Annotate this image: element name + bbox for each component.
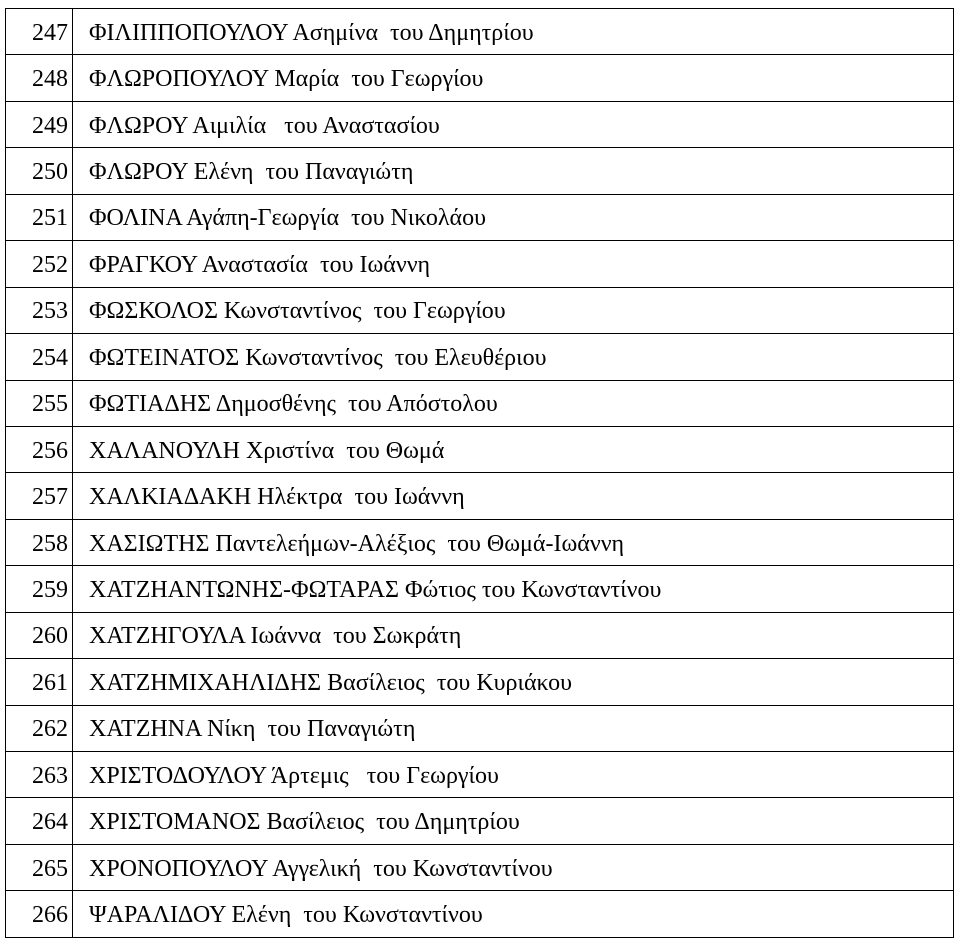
person-name: ΧΑΛΑΝΟΥΛΗ Χριστίνα του Θωμά — [89, 437, 445, 464]
person-name: ΧΑΤΖΗΝΑ Νίκη του Παναγιώτη — [89, 716, 416, 743]
row-number: 253 — [32, 298, 68, 325]
person-name: ΦΛΩΡΟΥ Ελένη του Παναγιώτη — [89, 159, 414, 186]
row-number-cell — [6, 844, 73, 890]
table-row — [6, 566, 954, 612]
person-name-cell — [73, 473, 954, 519]
table-row — [6, 659, 954, 705]
table-row — [6, 426, 954, 472]
row-number: 261 — [32, 669, 68, 696]
table-row — [6, 891, 954, 937]
row-number-cell — [6, 752, 73, 798]
person-name-cell — [73, 519, 954, 565]
table-row — [6, 9, 954, 55]
person-name: ΧΑΛΚΙΑΔΑΚΗ Ηλέκτρα του Ιωάννη — [89, 484, 465, 511]
row-number-cell — [6, 659, 73, 705]
row-number: 248 — [32, 66, 68, 93]
person-name-cell — [73, 148, 954, 194]
row-number-cell — [6, 891, 73, 937]
names-table-body — [6, 9, 954, 938]
person-name-cell — [73, 194, 954, 240]
row-number: 250 — [32, 159, 68, 186]
person-name-cell — [73, 380, 954, 426]
row-number: 255 — [32, 391, 68, 418]
row-number: 247 — [32, 19, 68, 46]
row-number: 263 — [32, 762, 68, 789]
person-name-cell — [73, 612, 954, 658]
row-number-cell — [6, 566, 73, 612]
row-number: 254 — [32, 344, 68, 371]
person-name: ΦΛΩΡΟΥ Αιμιλία του Αναστασίου — [89, 112, 440, 139]
person-name: ΦΟΛΙΝΑ Αγάπη-Γεωργία του Νικολάου — [89, 205, 486, 232]
table-row — [6, 55, 954, 101]
row-number-cell — [6, 287, 73, 333]
table-row — [6, 473, 954, 519]
row-number: 266 — [32, 902, 68, 929]
person-name-cell — [73, 334, 954, 380]
person-name: ΦΡΑΓΚΟΥ Αναστασία του Ιωάννη — [89, 251, 431, 278]
person-name: ΧΑΤΖΗΓΟΥΛΑ Ιωάννα του Σωκράτη — [89, 623, 462, 650]
row-number: 251 — [32, 205, 68, 232]
person-name: ΦΩΤΕΙΝΑΤΟΣ Κωνσταντίνος του Ελευθέριου — [89, 344, 547, 371]
row-number-cell — [6, 473, 73, 519]
row-number: 262 — [32, 716, 68, 743]
person-name-cell — [73, 287, 954, 333]
names-table — [5, 8, 954, 938]
person-name-cell — [73, 101, 954, 147]
row-number-cell — [6, 194, 73, 240]
row-number: 258 — [32, 530, 68, 557]
row-number-cell — [6, 705, 73, 751]
table-row — [6, 612, 954, 658]
person-name-cell — [73, 55, 954, 101]
row-number: 252 — [32, 251, 68, 278]
row-number: 264 — [32, 809, 68, 836]
row-number-cell — [6, 241, 73, 287]
table-row — [6, 380, 954, 426]
person-name-cell — [73, 705, 954, 751]
table-row — [6, 241, 954, 287]
table-row — [6, 705, 954, 751]
person-name: ΨΑΡΑΛΙΔΟΥ Ελένη του Κωνσταντίνου — [89, 902, 483, 929]
person-name-cell — [73, 798, 954, 844]
person-name: ΧΑΣΙΩΤΗΣ Παντελεήμων-Αλέξιος του Θωμά-Ιωάννη — [89, 530, 625, 557]
row-number-cell — [6, 612, 73, 658]
table-row — [6, 287, 954, 333]
row-number: 257 — [32, 484, 68, 511]
table-row — [6, 334, 954, 380]
person-name-cell — [73, 241, 954, 287]
row-number: 260 — [32, 623, 68, 650]
table-row — [6, 194, 954, 240]
person-name: ΧΑΤΖΗΑΝΤΩΝΗΣ-ΦΩΤΑΡΑΣ Φώτιος του Κωνσταντίνου — [89, 576, 662, 603]
row-number-cell — [6, 9, 73, 55]
table-row — [6, 752, 954, 798]
person-name-cell — [73, 752, 954, 798]
person-name: ΦΛΩΡΟΠΟΥΛΟΥ Μαρία του Γεωργίου — [89, 66, 484, 93]
person-name: ΦΩΣΚΟΛΟΣ Κωνσταντίνος του Γεωργίου — [89, 298, 506, 325]
person-name: ΧΡΟΝΟΠΟΥΛΟΥ Αγγελική του Κωνσταντίνου — [89, 855, 553, 882]
table-row — [6, 148, 954, 194]
table-row — [6, 798, 954, 844]
row-number-cell — [6, 380, 73, 426]
row-number-cell — [6, 55, 73, 101]
person-name-cell — [73, 844, 954, 890]
row-number-cell — [6, 334, 73, 380]
row-number-cell — [6, 519, 73, 565]
person-name-cell — [73, 659, 954, 705]
row-number-cell — [6, 426, 73, 472]
table-row — [6, 519, 954, 565]
row-number-cell — [6, 798, 73, 844]
person-name: ΦΙΛΙΠΠΟΠΟΥΛΟΥ Ασημίνα του Δημητρίου — [89, 19, 534, 46]
row-number: 265 — [32, 855, 68, 882]
table-row — [6, 101, 954, 147]
row-number: 259 — [32, 576, 68, 603]
table-row — [6, 844, 954, 890]
person-name-cell — [73, 9, 954, 55]
person-name: ΦΩΤΙΑΔΗΣ Δημοσθένης του Απόστολου — [89, 391, 498, 418]
person-name: ΧΡΙΣΤΟΔΟΥΛΟΥ Άρτεμις του Γεωργίου — [89, 762, 499, 789]
row-number-cell — [6, 148, 73, 194]
person-name-cell — [73, 426, 954, 472]
person-name-cell — [73, 566, 954, 612]
row-number: 256 — [32, 437, 68, 464]
person-name-cell — [73, 891, 954, 937]
row-number: 249 — [32, 112, 68, 139]
person-name: ΧΑΤΖΗΜΙΧΑΗΛΙΔΗΣ Βασίλειος του Κυριάκου — [89, 669, 572, 696]
row-number-cell — [6, 101, 73, 147]
person-name: ΧΡΙΣΤΟΜΑΝΟΣ Βασίλειος του Δημητρίου — [89, 809, 520, 836]
